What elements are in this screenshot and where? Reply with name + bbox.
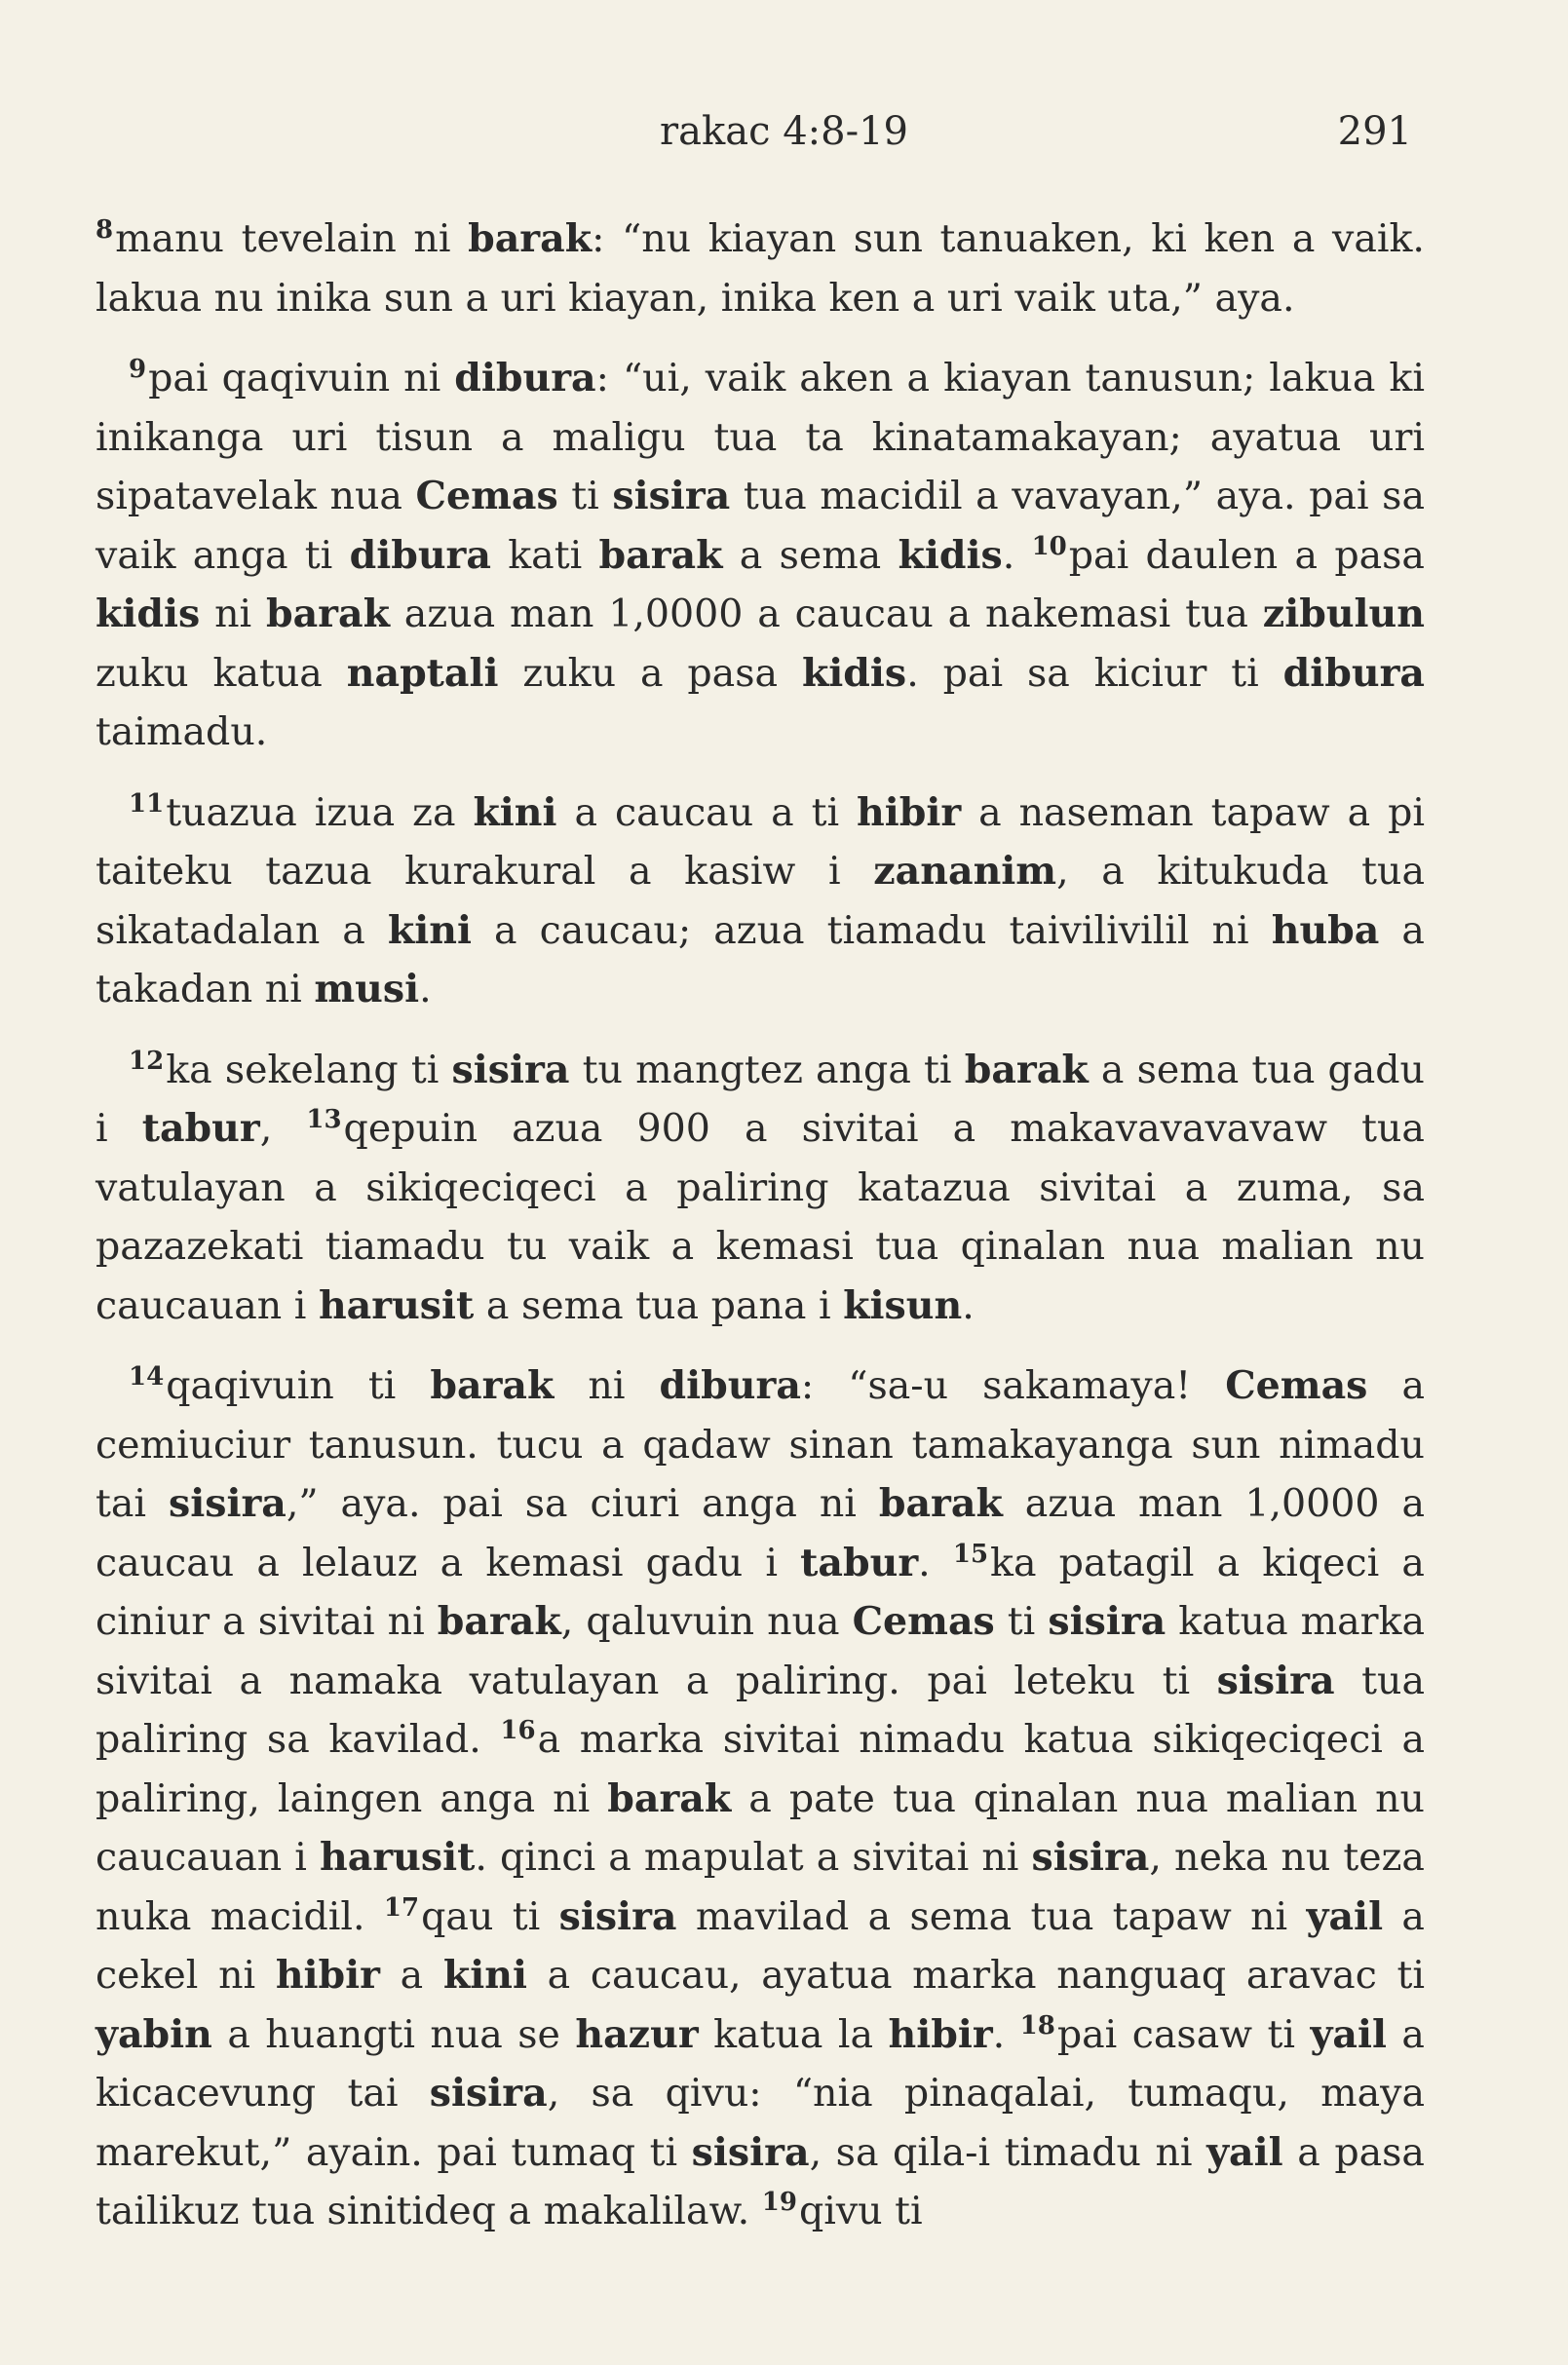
verse-number: 19 xyxy=(761,2188,797,2217)
text-run: : “ui, vaik aken a kiayan tanusun; lakua ki inikanga uri tisun a maligu tua ta kinatamakayan; ayatua uri sipatavelak nua xyxy=(96,356,1425,518)
verse-number: 11 xyxy=(129,788,165,819)
text-run: a caucau a ti xyxy=(556,789,858,835)
text-run: mavilad a sema tua tapaw ni xyxy=(676,1893,1307,1939)
proper-noun: yail xyxy=(1306,1893,1384,1939)
text-run: a sema tua gadu i xyxy=(96,1047,1425,1151)
text-run: a caucau; azua tiamadu taivilivilil ni xyxy=(472,907,1272,953)
proper-noun: zananim xyxy=(873,849,1057,894)
proper-noun: sisira xyxy=(612,474,731,518)
proper-noun: kisun xyxy=(843,1282,963,1328)
proper-noun: dibura xyxy=(659,1363,801,1408)
proper-noun: sisira xyxy=(1031,1835,1150,1880)
proper-noun: hazur xyxy=(575,2011,699,2057)
proper-noun: Cemas xyxy=(852,1599,995,1644)
proper-noun: huba xyxy=(1271,907,1380,953)
text-run: . xyxy=(992,2011,1020,2057)
text-run: pai daulen a pasa xyxy=(1068,532,1425,578)
chapter-reference: rakac 4:8-19 xyxy=(660,109,908,154)
text-run: . qinci a mapulat a sivitai ni xyxy=(475,1835,1032,1880)
paragraph xyxy=(96,1356,1425,2241)
proper-noun: dibura xyxy=(454,356,596,401)
text-run: qivu ti xyxy=(798,2189,923,2233)
text-run: a pasa tailikuz tua sinitideq a makalilaw. xyxy=(96,2129,1425,2233)
proper-noun: hibir xyxy=(888,2011,993,2057)
text-run: ti xyxy=(557,474,613,518)
text-run: qaqivuin ti xyxy=(166,1363,431,1408)
proper-noun: Cemas xyxy=(415,474,558,518)
proper-noun: musi xyxy=(314,967,420,1011)
text-run: , sa qivu: “nia pinaqalai, tumaqu, maya marekut,” ayain. pai tumaq ti xyxy=(96,2071,1426,2175)
proper-noun: barak xyxy=(607,1775,732,1821)
text-run: qepuin azua 900 a sivitai a makavavavavaw tua vatulayan a sikiqeciqeci a paliring katazua sivitai a zuma, sa pazazekati tiamadu tu vaik a kemasi tua qinalan nua malian nu caucauan i xyxy=(96,1106,1425,1328)
verse-number: 13 xyxy=(306,1105,342,1134)
proper-noun: yail xyxy=(1206,2129,1283,2175)
text-run: ,” aya. pai sa ciuri anga ni xyxy=(286,1481,879,1526)
verse-number: 12 xyxy=(129,1046,165,1076)
text-run: taimadu. xyxy=(96,709,268,754)
proper-noun: barak xyxy=(430,1363,555,1408)
text-run: a cemiuciur tanusun. tucu a qadaw sinan tamakayanga sun nimadu tai xyxy=(96,1363,1426,1526)
proper-noun: kidis xyxy=(801,650,907,696)
text-run: ka sekelang ti xyxy=(166,1047,452,1092)
text-run: azua man 1,0000 a caucau a lelauz a kemasi gadu i xyxy=(96,1481,1425,1585)
proper-noun: harusit xyxy=(320,1835,476,1880)
verse-number: 17 xyxy=(383,1892,420,1923)
text-run: zuku a pasa xyxy=(498,650,802,696)
verse-number: 8 xyxy=(96,215,114,245)
text-run: a marka sivitai nimadu katua sikiqeciqeci a paliring, laingen anga ni xyxy=(96,1717,1425,1821)
proper-noun: kini xyxy=(442,1953,527,1998)
proper-noun: dibura xyxy=(1282,650,1425,696)
proper-noun: barak xyxy=(265,591,390,636)
paragraph xyxy=(96,783,1425,1019)
proper-noun: sisira xyxy=(1048,1599,1166,1644)
text-run: . xyxy=(918,1540,953,1585)
text-run: ni xyxy=(200,591,266,636)
paragraph xyxy=(96,349,1425,762)
text-run: . pai sa kiciur ti xyxy=(906,650,1283,696)
text-run: , sa qila-i timadu ni xyxy=(809,2129,1207,2175)
proper-noun: sisira xyxy=(429,2071,548,2116)
proper-noun: tabur xyxy=(800,1540,919,1585)
text-run: . xyxy=(1002,532,1032,578)
text-run: ti xyxy=(994,1599,1049,1644)
proper-noun: sisira xyxy=(1216,1658,1335,1703)
text-run: a takadan ni xyxy=(96,907,1425,1011)
proper-noun: hibir xyxy=(275,1953,380,1998)
proper-noun: hibir xyxy=(857,789,962,835)
text-run: a naseman tapaw a pi taiteku tazua kurakural a kasiw i xyxy=(96,789,1426,894)
proper-noun: harusit xyxy=(318,1282,475,1328)
proper-noun: dibura xyxy=(349,532,491,578)
text-run: : “nu kiayan sun tanuaken, ki ken a vaik. lakua nu inika sun a uri kiayan, inika ken a uri vaik uta,” aya. xyxy=(96,216,1425,321)
verse-number: 14 xyxy=(129,1362,165,1392)
proper-noun: zibulun xyxy=(1262,591,1425,636)
proper-noun: kini xyxy=(387,907,473,953)
proper-noun: yabin xyxy=(96,2011,212,2057)
text-run: ka patagil a kiqeci a ciniur a sivitai ni xyxy=(96,1540,1425,1644)
text-run: manu tevelain ni xyxy=(115,216,469,261)
text-run: tua macidil a vavayan,” aya. pai sa vaik anga ti xyxy=(96,474,1425,578)
verse-number: 9 xyxy=(129,355,147,384)
proper-noun: barak xyxy=(437,1599,561,1644)
proper-noun: sisira xyxy=(451,1047,570,1092)
text-run: qau ti xyxy=(421,1893,559,1939)
page-number: 291 xyxy=(1337,109,1412,154)
text-run: a pate tua qinalan nua malian nu caucauan i xyxy=(96,1775,1425,1880)
paragraph xyxy=(96,1041,1425,1336)
text-run: , xyxy=(259,1106,307,1151)
proper-noun: kidis xyxy=(96,591,201,636)
text-run: : “sa-u sakamaya! xyxy=(800,1363,1226,1408)
proper-noun: sisira xyxy=(558,1893,677,1939)
proper-noun: barak xyxy=(598,532,723,578)
running-header xyxy=(0,109,1568,168)
verse-number: 18 xyxy=(1019,2010,1055,2041)
text-run: katua la xyxy=(698,2011,889,2057)
text-run: tu mangtez anga ti xyxy=(569,1047,965,1092)
text-run: , qaluvuin nua xyxy=(560,1599,853,1644)
verse-number: 16 xyxy=(500,1716,536,1745)
proper-noun: sisira xyxy=(691,2129,810,2175)
proper-noun: kini xyxy=(473,789,557,835)
proper-noun: yail xyxy=(1310,2011,1387,2057)
text-run: katua marka sivitai a namaka vatulayan a paliring. pai leteku ti xyxy=(96,1599,1426,1703)
text-run: a sema xyxy=(722,532,899,578)
paragraph xyxy=(96,210,1425,327)
proper-noun: tabur xyxy=(141,1106,260,1151)
verse-number: 15 xyxy=(952,1539,989,1569)
text-run: tua paliring sa kavilad. xyxy=(96,1658,1425,1762)
text-run: . xyxy=(962,1282,975,1328)
text-run: zuku katua xyxy=(96,650,347,696)
verse-number: 10 xyxy=(1031,531,1067,561)
text-run: a kicacevung tai xyxy=(96,2011,1425,2116)
proper-noun: naptali xyxy=(346,650,499,696)
text-run: pai qaqivuin ni xyxy=(148,356,455,401)
proper-noun: barak xyxy=(964,1047,1089,1092)
text-run: pai casaw ti xyxy=(1056,2011,1311,2057)
text-run: a xyxy=(380,1953,443,1998)
text-run: a caucau, ayatua marka nanguaq aravac ti xyxy=(526,1953,1425,1998)
text-run: a sema tua pana i xyxy=(474,1282,844,1328)
proper-noun: Cemas xyxy=(1225,1363,1368,1408)
text-run: , a kitukuda tua sikatadalan a xyxy=(96,849,1425,953)
proper-noun: barak xyxy=(468,216,593,261)
scripture-text xyxy=(96,210,1425,2263)
text-run: , neka nu teza nuka macidil. xyxy=(96,1835,1425,1939)
text-run: a huangti nua se xyxy=(211,2011,576,2057)
proper-noun: barak xyxy=(878,1481,1003,1526)
text-run: a cekel ni xyxy=(96,1893,1425,1998)
proper-noun: sisira xyxy=(168,1481,287,1526)
proper-noun: kidis xyxy=(898,532,1003,578)
text-run: azua man 1,0000 a caucau a nakemasi tua xyxy=(389,591,1263,636)
text-run: ni xyxy=(554,1363,660,1408)
text-run: tuazua izua za xyxy=(166,789,474,835)
text-run: . xyxy=(419,967,432,1011)
text-run: kati xyxy=(490,532,599,578)
